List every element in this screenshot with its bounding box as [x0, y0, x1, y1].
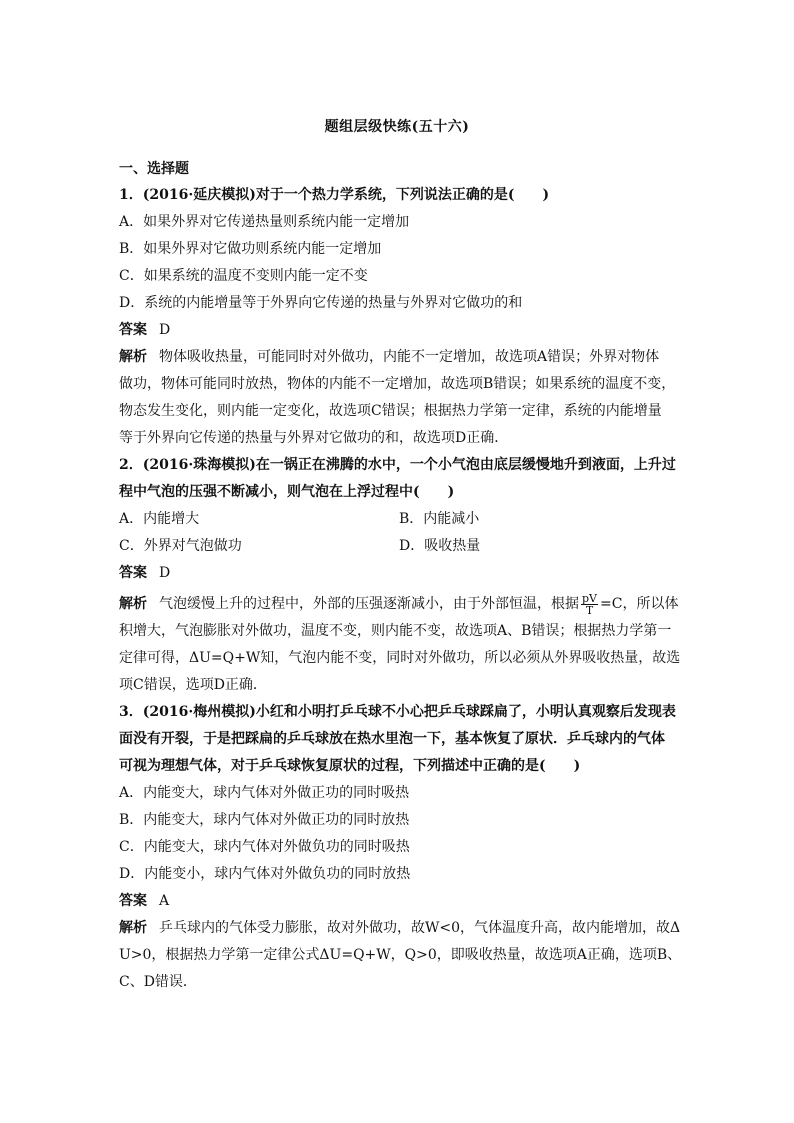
answer-label: 答案 [119, 893, 147, 909]
answer-label: 答案 [119, 565, 147, 581]
q2-analysis-line: 积增大，气泡膨胀对外做功，温度不变，则内能不变，故选项A、B错误；根据热力学第一 [119, 623, 672, 639]
q3-answer [119, 888, 679, 915]
answer-value: A [159, 893, 170, 909]
q1-analysis-line: 做功，物体可能同时放热，物体的内能不一定增加，故选项B错误；如果系统的温度不变， [119, 376, 676, 392]
q3-stem: 面没有开裂，于是把踩扁的乒乓球放在热水里泡一下，基本恢复了原状．乒乓球内的气体 [119, 731, 665, 747]
q3-analysis-line [119, 915, 679, 942]
q3-analysis-line: C、D错误． [119, 974, 197, 990]
answer-value: D [159, 565, 171, 581]
q3-option-c: C．内能变大，球内气体对外做负功的同时吸热 [119, 839, 410, 855]
q1-option-c: C．如果系统的温度不变则内能一定不变 [119, 268, 368, 284]
q3-option-d: D．内能变小，球内气体对外做负功的同时放热 [119, 866, 411, 882]
q2-stem: 程中气泡的压强不断减小，则气泡在上浮过程中( ) [119, 484, 455, 500]
formula-fraction [581, 593, 598, 616]
fraction-denominator: T [585, 603, 594, 617]
analysis-label: 解析 [119, 596, 147, 612]
q2-option-b: B．内能减小 [399, 511, 480, 527]
q3-stem: 3．(2016·梅州模拟)小红和小明打乒乓球不小心把乒乓球踩扁了，小明认真观察后发现表 [119, 704, 676, 720]
q2-options-row [119, 533, 679, 560]
q3-option-a: A．内能变大，球内气体对外做正功的同时吸热 [119, 785, 410, 801]
analysis-label: 解析 [119, 349, 147, 365]
fraction-numerator: pV [582, 591, 597, 605]
section-heading: 一、选择题 [119, 161, 189, 177]
q2-answer [119, 560, 679, 587]
page-title: 题组层级快练(五十六) [324, 119, 470, 135]
q2-option-a: A．内能增大 [119, 511, 200, 527]
q2-option-c: C．外界对气泡做功 [119, 538, 242, 554]
answer-value: D [159, 322, 171, 338]
q2-stem: 2．(2016·珠海模拟)在一锅正在沸腾的水中，一个小气泡由底层缓慢地升到液面，上升过 [119, 457, 676, 473]
q1-analysis-line: 等于外界向它传递的热量与外界对它做功的和，故选项D正确． [119, 430, 509, 446]
analysis-text: 气泡缓慢上升的过程中，外部的压强逐渐减小，由于外部恒温，根据 [159, 596, 579, 612]
q2-options-row [119, 506, 679, 533]
q2-analysis-line: 项C错误，选项D正确． [119, 677, 267, 693]
answer-label: 答案 [119, 322, 147, 338]
q2-analysis-line: 定律可得，ΔU=Q+W知，气泡内能不变，同时对外做功，所以必须从外界吸收热量，故选 [119, 650, 681, 666]
q1-answer [119, 317, 679, 344]
q3-option-b: B．内能变大，球内气体对外做正功的同时放热 [119, 812, 410, 828]
q2-analysis-line [119, 591, 679, 618]
analysis-text: =C，所以体 [600, 596, 679, 612]
q1-stem: 1．(2016·延庆模拟)对于一个热力学系统，下列说法正确的是( ) [119, 187, 550, 203]
q1-analysis-line [119, 344, 679, 371]
q1-option-a: A．如果外界对它传递热量则系统内能一定增加 [119, 214, 410, 230]
q2-option-d: D．吸收热量 [399, 538, 481, 554]
analysis-label: 解析 [119, 920, 147, 936]
q3-analysis-line: U>0，根据热力学第一定律公式ΔU=Q+W，Q>0，即吸收热量，故选项A正确，选项B、 [119, 947, 682, 963]
question-body [119, 182, 682, 996]
q3-stem: 可视为理想气体，对于乒乓球恢复原状的过程，下列描述中正确的是( ) [119, 758, 581, 774]
q1-option-b: B．如果外界对它做功则系统内能一定增加 [119, 241, 382, 257]
analysis-text: 乒乓球内的气体受力膨胀，故对外做功，故W<0，气体温度升高，故内能增加，故Δ [159, 920, 681, 936]
analysis-text: 物体吸收热量，可能同时对外做功，内能不一定增加，故选项A错误；外界对物体 [159, 349, 660, 365]
q1-option-d: D．系统的内能增量等于外界向它传递的热量与外界对它做功的和 [119, 295, 523, 311]
q1-analysis-line: 物态发生变化，则内能一定变化，故选项C错误；根据热力学第一定律，系统的内能增量 [119, 403, 662, 419]
